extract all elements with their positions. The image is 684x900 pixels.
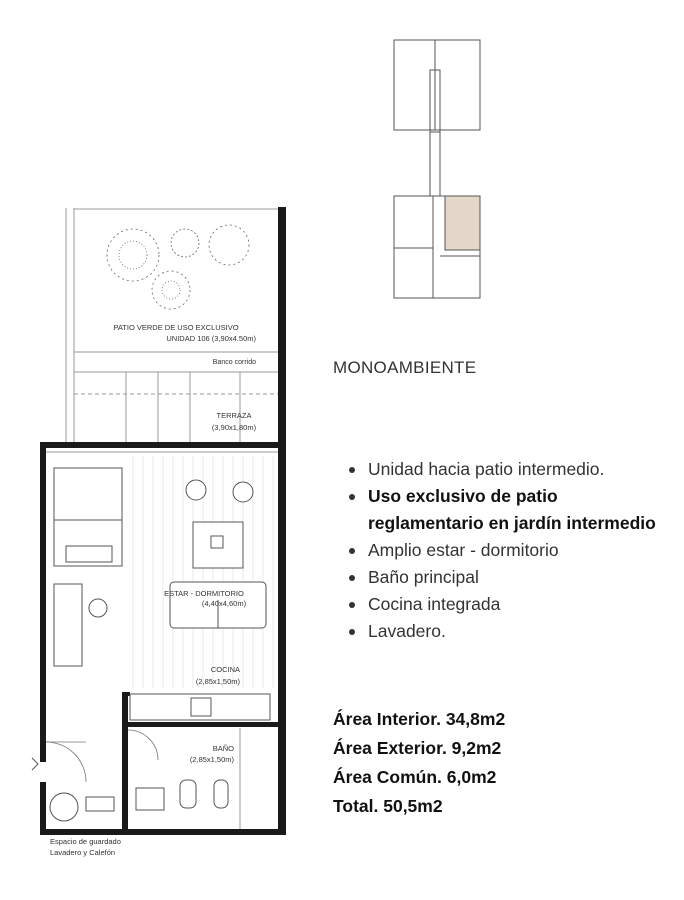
key-plan <box>388 36 488 300</box>
patio-dims: UNIDAD 106 (3,90x4.50m) <box>166 334 256 343</box>
terraza-dims: (3,90x1,80m) <box>211 423 257 432</box>
terraza-label: TERRAZA <box>216 411 252 420</box>
bidet <box>214 780 228 808</box>
feature-item: Lavadero. <box>340 618 670 645</box>
cocina-dims: (2,85x1,50m) <box>195 677 240 686</box>
area-total: Total. 50,5m2 <box>333 796 443 816</box>
estar-label: ESTAR - DORMITORIO <box>164 589 244 598</box>
feature-item: Amplio estar - dormitorio <box>340 537 670 564</box>
sink <box>136 788 164 810</box>
toilet <box>180 780 196 808</box>
features-list <box>340 456 670 645</box>
banco-label: Banco corrido <box>212 359 256 366</box>
tree-icon <box>107 225 249 309</box>
area-interior: Área Interior. 34,8m2 <box>333 709 506 729</box>
unit-highlight <box>445 196 480 250</box>
armchair <box>233 482 253 502</box>
entry-arrow-icon <box>32 758 38 770</box>
area-comun: Área Común. 6,0m2 <box>333 767 497 787</box>
guardado-line2: Lavadero y Calefón <box>50 848 116 857</box>
feature-item: Cocina integrada <box>340 591 670 618</box>
estar-dims: (4,40x4,60m) <box>201 599 247 608</box>
feature-item: Unidad hacia patio intermedio. <box>340 456 670 483</box>
guardado-line1: Espacio de guardado <box>50 837 121 846</box>
armchair <box>186 480 206 500</box>
areas-block <box>333 705 505 821</box>
unit-title: MONOAMBIENTE <box>333 358 477 377</box>
feature-item: Uso exclusivo de patio reglamentario en jardín intermedio <box>340 483 670 537</box>
bano-dims: (2,85x1,50m) <box>189 755 234 764</box>
cocina-label: COCINA <box>210 665 240 674</box>
patio-label: PATIO VERDE DE USO EXCLUSIVO <box>113 323 239 332</box>
floor-plan <box>28 200 298 870</box>
washer <box>50 793 78 821</box>
area-exterior: Área Exterior. 9,2m2 <box>333 738 502 758</box>
bano-label: BAÑO <box>212 744 234 753</box>
feature-item: Baño principal <box>340 564 670 591</box>
desk <box>54 584 82 666</box>
